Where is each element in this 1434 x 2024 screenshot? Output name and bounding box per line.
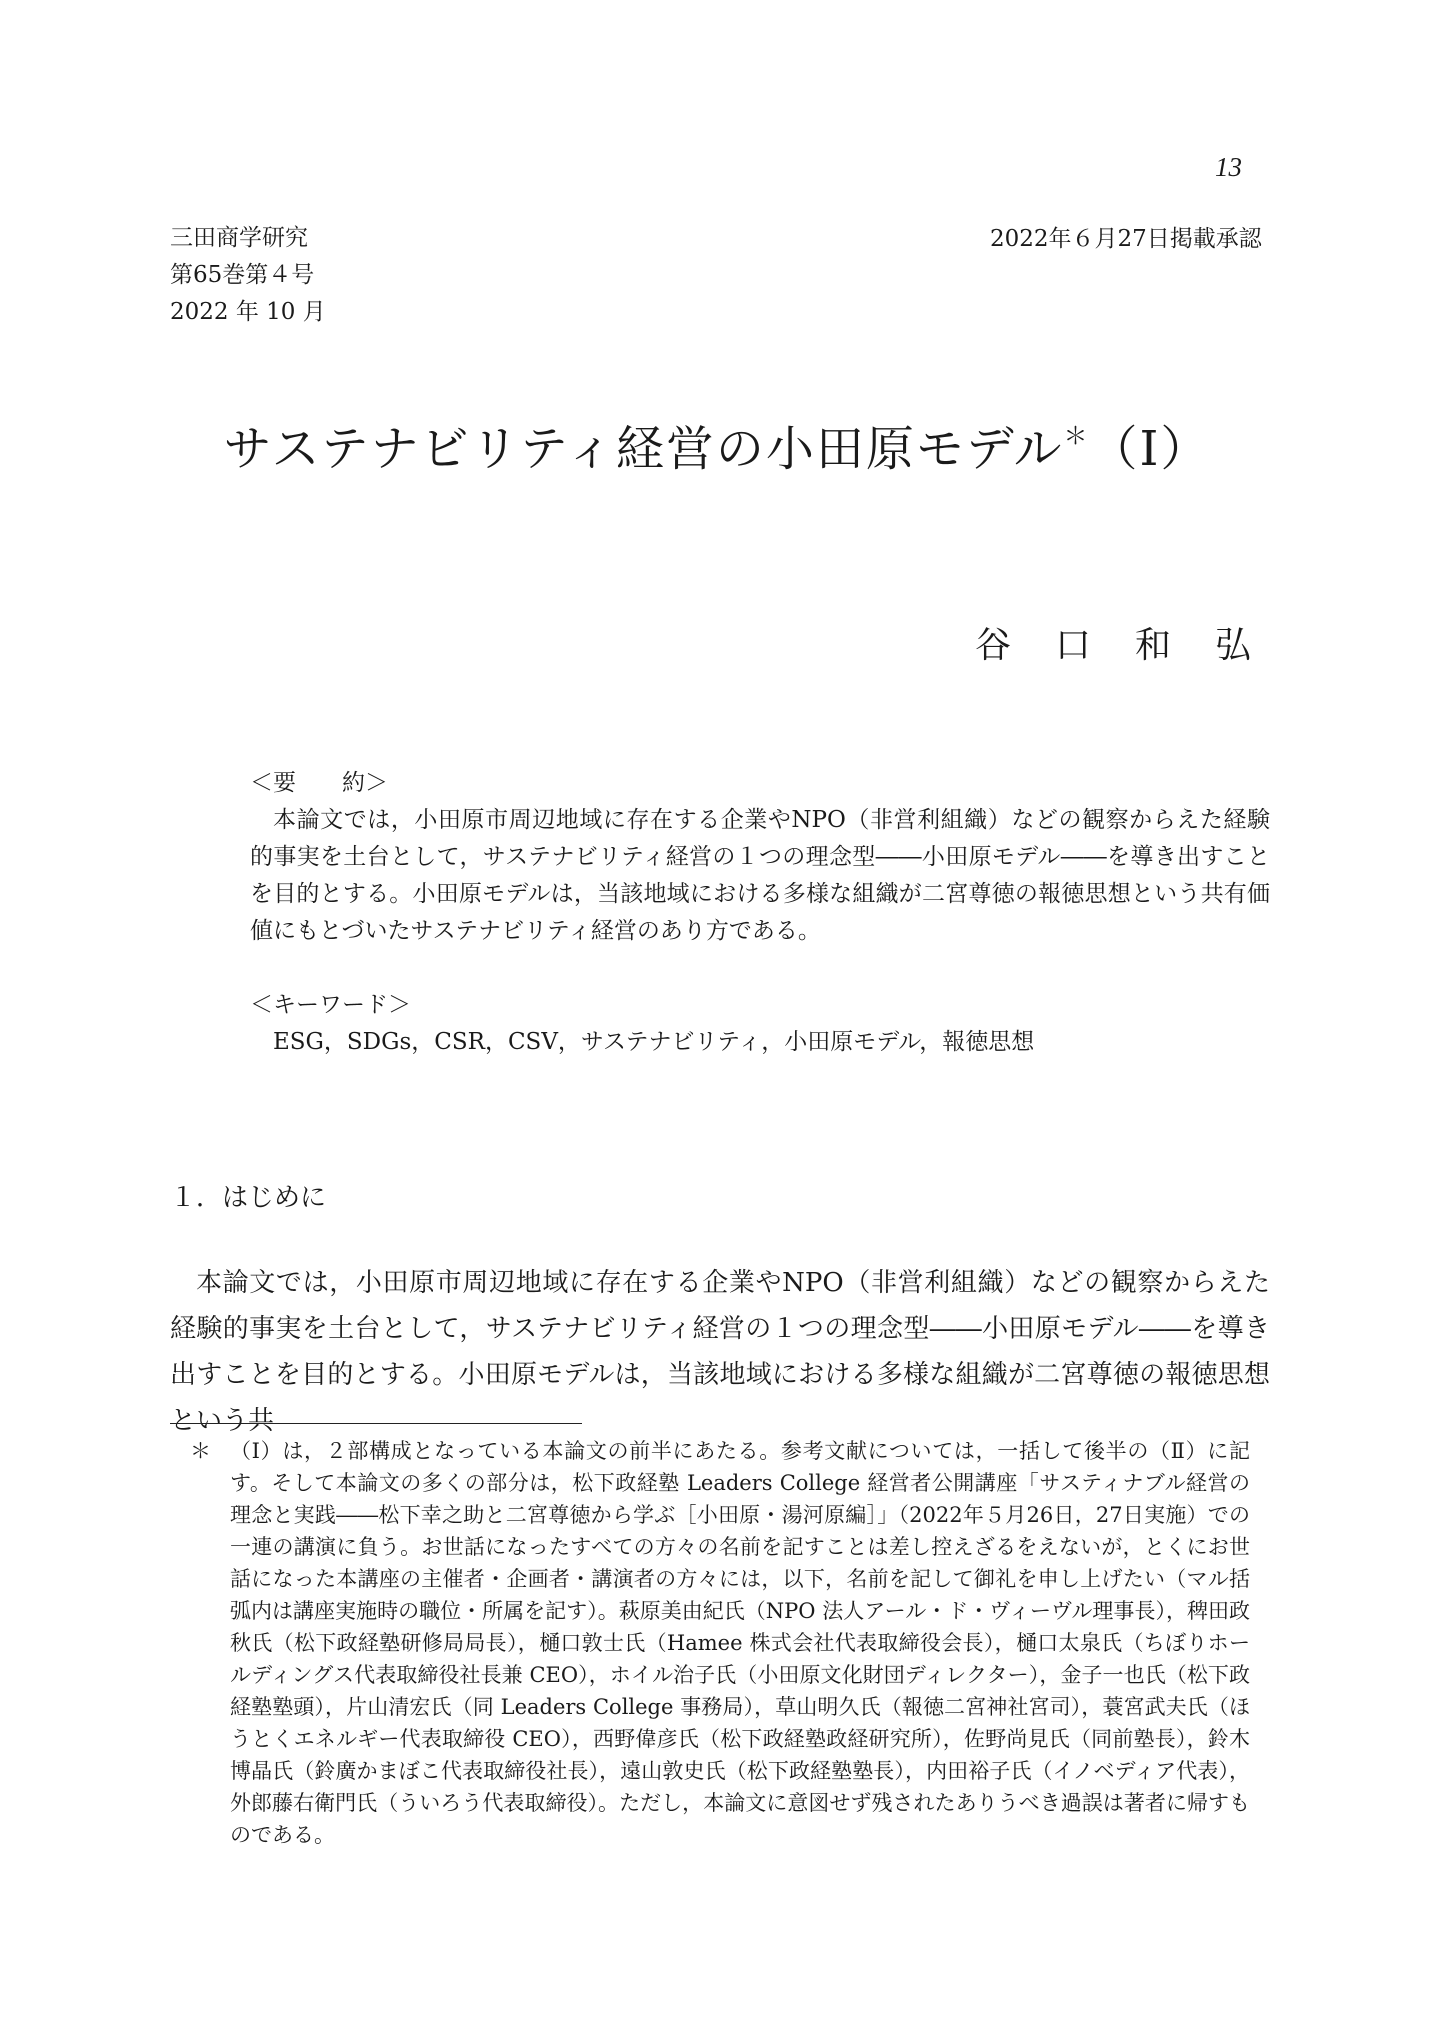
paper-title (0, 410, 1434, 479)
body-text (170, 1260, 1270, 1444)
section-heading: １．はじめに (170, 1183, 327, 1213)
footnote (190, 1435, 1250, 1851)
author-name: 谷口和弘 (975, 625, 1296, 666)
title-text: サステナビリティ経営の小田原モデル (223, 421, 1064, 477)
keywords-label: ＜キーワード＞ (250, 992, 411, 1018)
keywords: ESG，SDGs，CSR，CSV，サステナビリティ，小田原モデル，報徳思想 (273, 1029, 1035, 1055)
title-footnote-mark: ＊ (1063, 422, 1090, 450)
journal-info (170, 220, 326, 331)
page-number: 13 (1215, 152, 1242, 182)
journal-date: 2022 年 10 月 (170, 299, 326, 325)
footnote-divider (170, 1423, 582, 1424)
abstract-label: ＜要 約＞ (250, 770, 388, 796)
abstract (250, 765, 1270, 1061)
journal-volume: 第65巻第４号 (170, 262, 315, 288)
footnote-mark: ＊ (190, 1439, 211, 1463)
abstract-text: 本論文では，小田原市周辺地域に存在する企業やNPO（非営利組織）などの観察からえた経験的事実を土台として，サステナビリティ経営の１つの理念型――小田原モデル――を導き出すことを目的とする。小田原モデルは，当該地域における多様な組織が二宮尊徳の報徳思想という共有価値にもとづいたサステナビリティ経営のあり方である。 (250, 807, 1270, 944)
footnote-text: （Ⅰ）は，２部構成となっている本論文の前半にあたる。参考文献については，一括して後半の（Ⅱ）に記す。そして本論文の多くの部分は，松下政経塾 Leaders College 経営者公開講座「サスティナブル経営の理念と実践――松下幸之助と二宮尊徳から学ぶ［小田原・湯河原編］」（2022年５月26日，27日実施）での一連の講演に負う。お世話になったすべての方々の名前を記すことは差し控えざるをえないが，とくにお世話になった本講座の主催者・企画者・講演者の方々には，以下，名前を記して御礼を申し上げたい（マル括弧内は講座実施時の職位・所属を記す）。萩原美由紀氏（NPO 法人アール・ド・ヴィーヴル理事長），稗田政秋氏（松下政経塾研修局局長），樋口敦士氏（Hamee 株式会社代表取締役会長），樋口太泉氏（ちぼりホールディングス代表取締役社長兼 CEO），ホイル治子氏（小田原文化財団ディレクター），金子一也氏（松下政経塾塾頭），片山清宏氏（同 Leaders College 事務局），草山明久氏（報徳二宮神社宮司），蓑宮武夫氏（ほうとくエネルギー代表取締役 CEO），西野偉彦氏（松下政経塾政経研究所），佐野尚見氏（同前塾長），鈴木博晶氏（鈴廣かまぼこ代表取締役社長），遠山敦史氏（松下政経塾塾長），内田裕子氏（イノベディア代表），外郎藤右衛門氏（ういろう代表取締役）。ただし，本論文に意図せず残されたありうべき過誤は著者に帰すものである。 (230, 1439, 1250, 1847)
approval-date: 2022年６月27日掲載承認 (990, 226, 1262, 252)
body-paragraph: 本論文では，小田原市周辺地域に存在する企業やNPO（非営利組織）などの観察からえた経験的事実を土台として，サステナビリティ経営の１つの理念型――小田原モデル――を導き出すことを目的とする。小田原モデルは，当該地域における多様な組織が二宮尊徳の報徳思想という共 (170, 1268, 1270, 1436)
title-suffix: （Ⅰ） (1089, 421, 1211, 477)
journal-name: 三田商学研究 (170, 225, 308, 251)
